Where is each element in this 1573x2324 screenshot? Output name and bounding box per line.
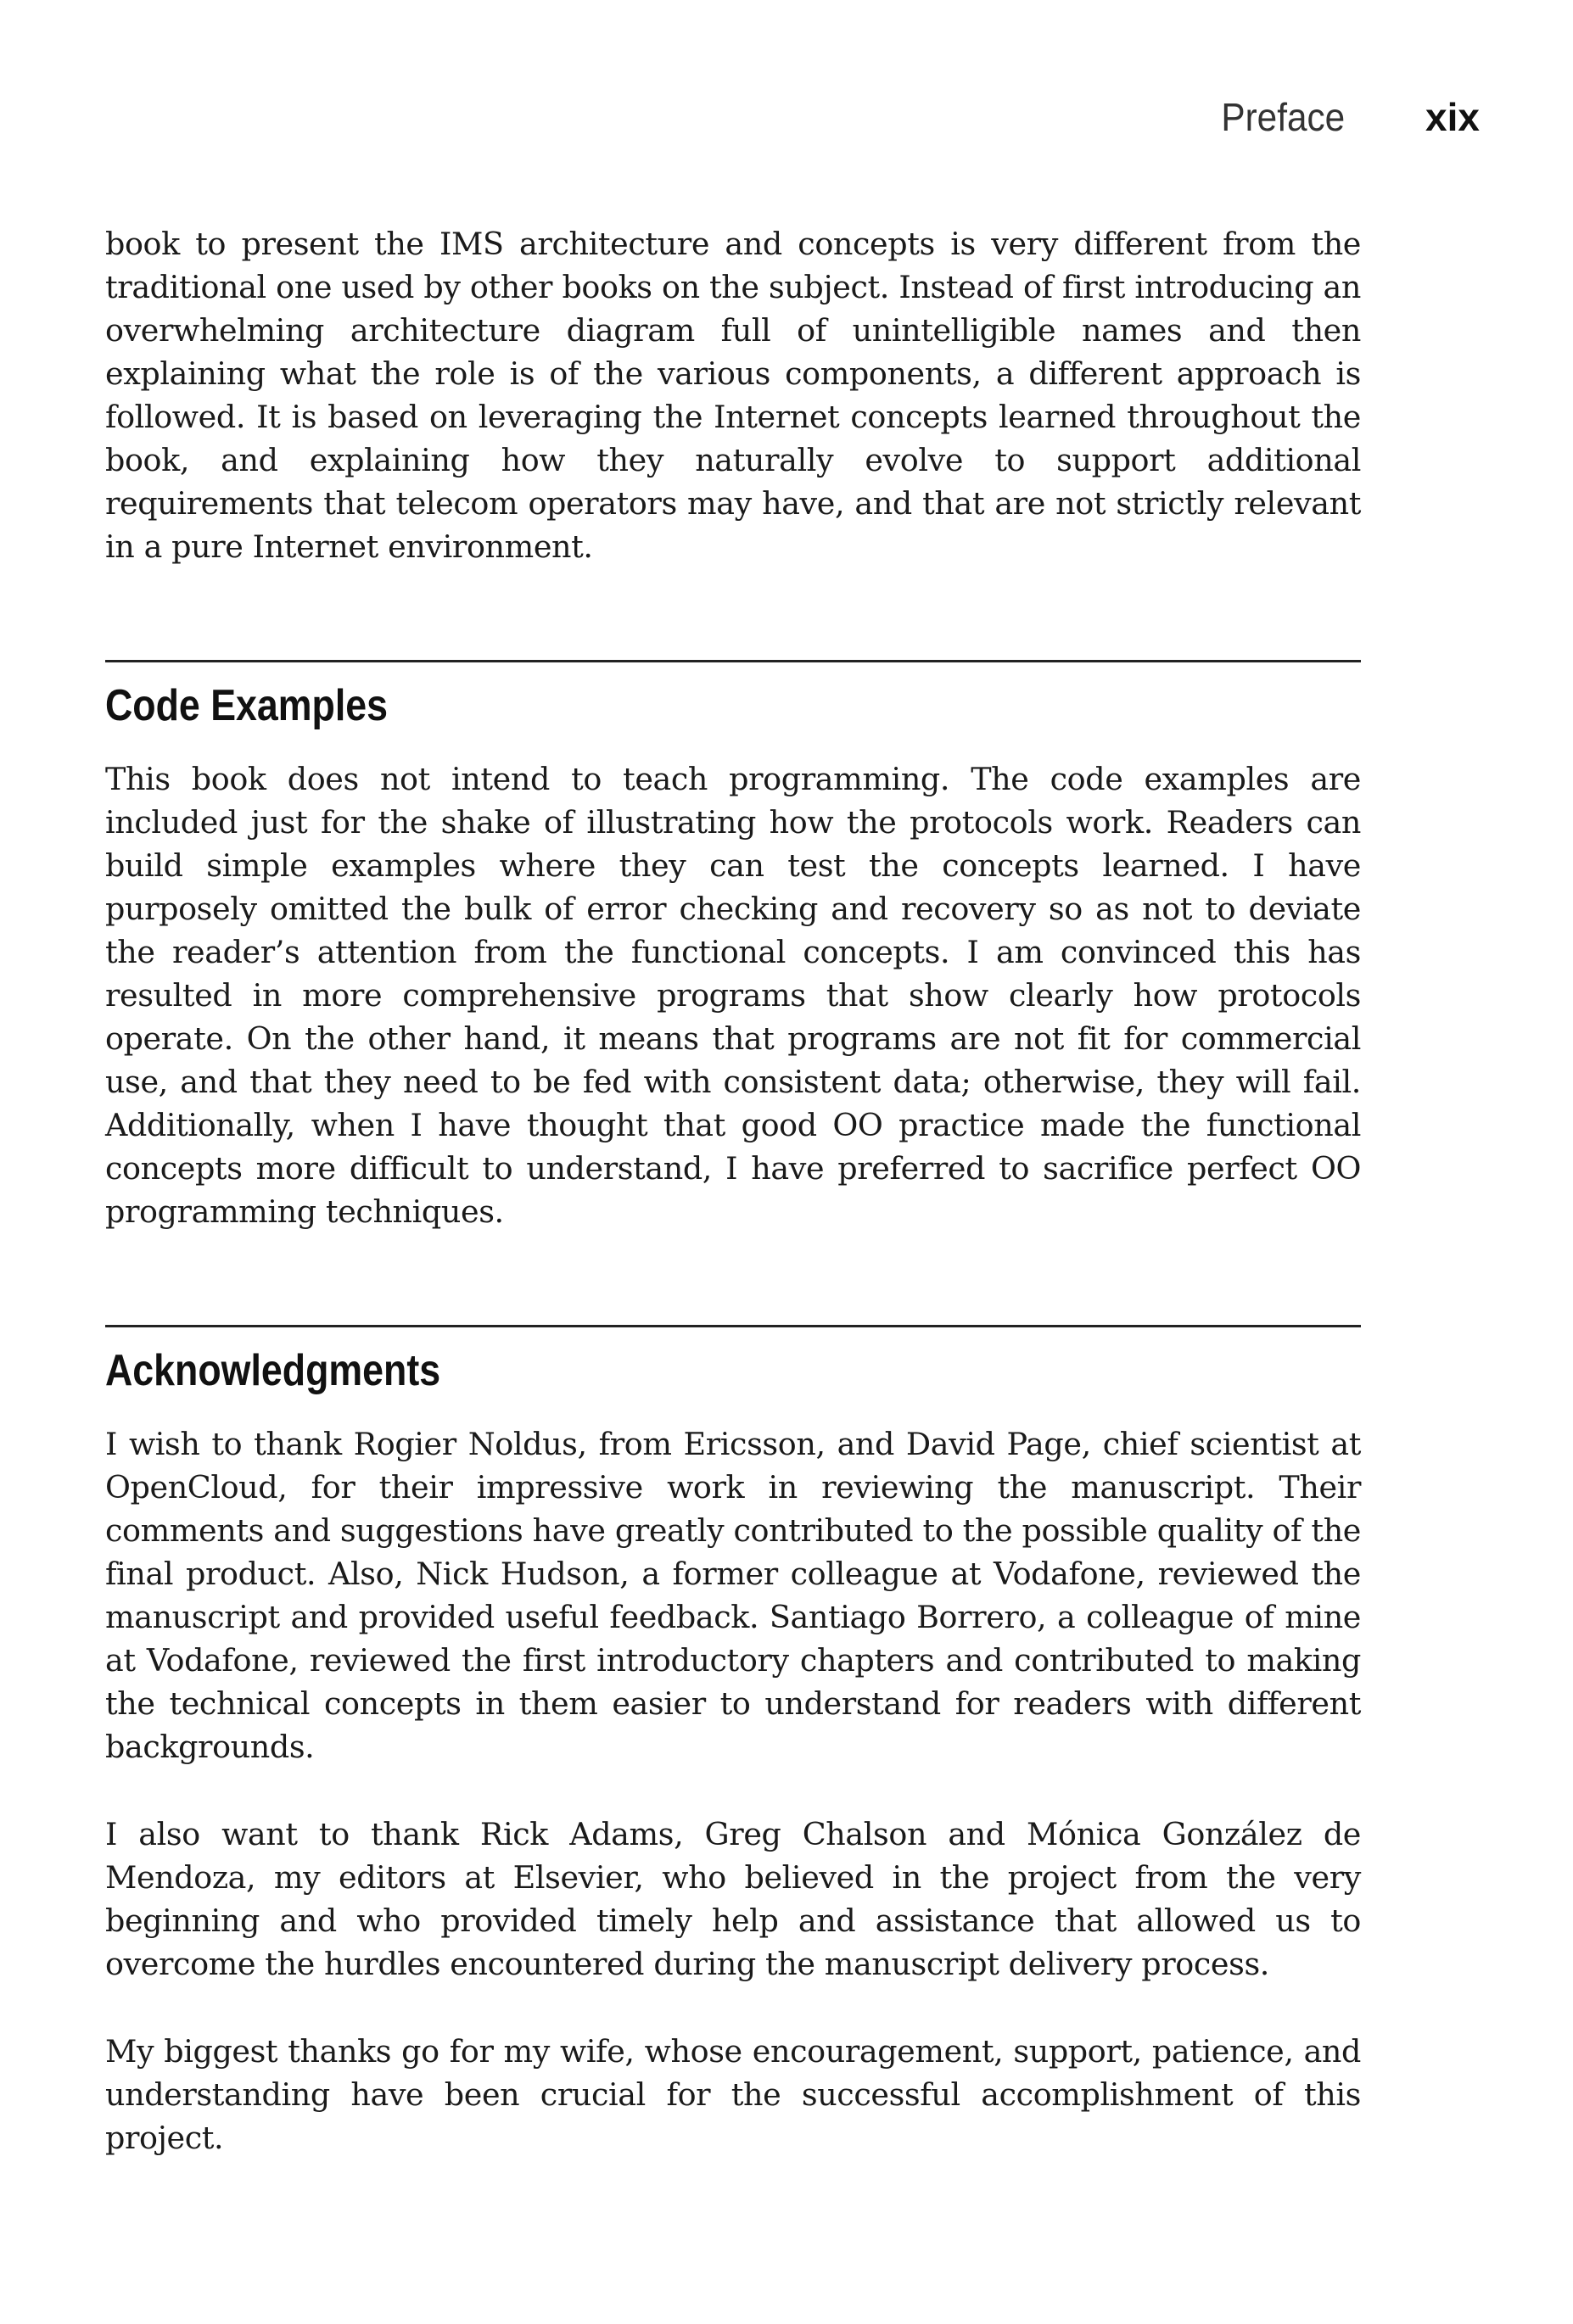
running-head-section-name: Preface (1221, 95, 1345, 139)
body-paragraph: I wish to thank Rogier Noldus, from Ericsson, and David Page, chief scientist at OpenCloud, for their impressive work in reviewing the manuscript. Their comments and suggestions have greatly contributed to the possible quality of the final product. Also, Nick Hudson, a former colleague at Vodafone, reviewed the manuscript and provided useful feedback. Santiago Borrero, a colleague of mine at Vodafone, reviewed the first introductory chapters and contributed to making the technical concepts in them easier to understand for readers with different backgrounds. (105, 1426, 1361, 1765)
body-paragraph: My biggest thanks go for my wife, whose encouragement, support, patience, and understanding have been crucial for the successful accomplishment of this project. (105, 2033, 1361, 2156)
section-heading: Code Examples (105, 681, 389, 730)
section-acknowledgments (105, 1325, 1361, 2159)
page-number: xix (1425, 95, 1480, 139)
section-heading: Acknowledgments (105, 1346, 441, 1395)
intro-paragraph: book to present the IMS architecture and concepts is very different from the traditional one used by other books on the subject. Instead of first introducing an overwhelming architecture diagram full of unintelligible names and then explaining what the role is of the various components, a different approach is followed. It is based on leveraging the Internet concepts learned throughout the book, and explaining how they naturally evolve to support additional requirements that telecom operators may have, and that are not strictly relevant in a pure Internet environment. (105, 226, 1361, 565)
running-head (1216, 92, 1480, 142)
section-divider (105, 660, 1361, 662)
body-paragraph: I also want to thank Rick Adams, Greg Chalson and Mónica González de Mendoza, my editors at Elsevier, who believed in the project from the very beginning and who provided timely help and assistance that allowed us to overcome the hurdles encountered during the manuscript delivery process. (105, 1816, 1361, 1982)
section-divider (105, 1325, 1361, 1327)
page-body (105, 222, 1361, 2159)
body-paragraph: This book does not intend to teach programming. The code examples are included just for the shake of illustrating how the protocols work. Readers can build simple examples where they can test the concepts learned. I have purposely omitted the bulk of error checking and recovery so as not to deviate the reader’s attention from the functional concepts. I am convinced this has resulted in more comprehensive programs that show clearly how protocols operate. On the other hand, it means that programs are not fit for commercial use, and that they need to be fed with consistent data; otherwise, they will fail. Additionally, when I have thought that good OO practice made the functional concepts more difficult to understand, I have preferred to sacrifice perfect OO programming techniques. (105, 761, 1361, 1230)
section-code-examples (105, 660, 1361, 1233)
